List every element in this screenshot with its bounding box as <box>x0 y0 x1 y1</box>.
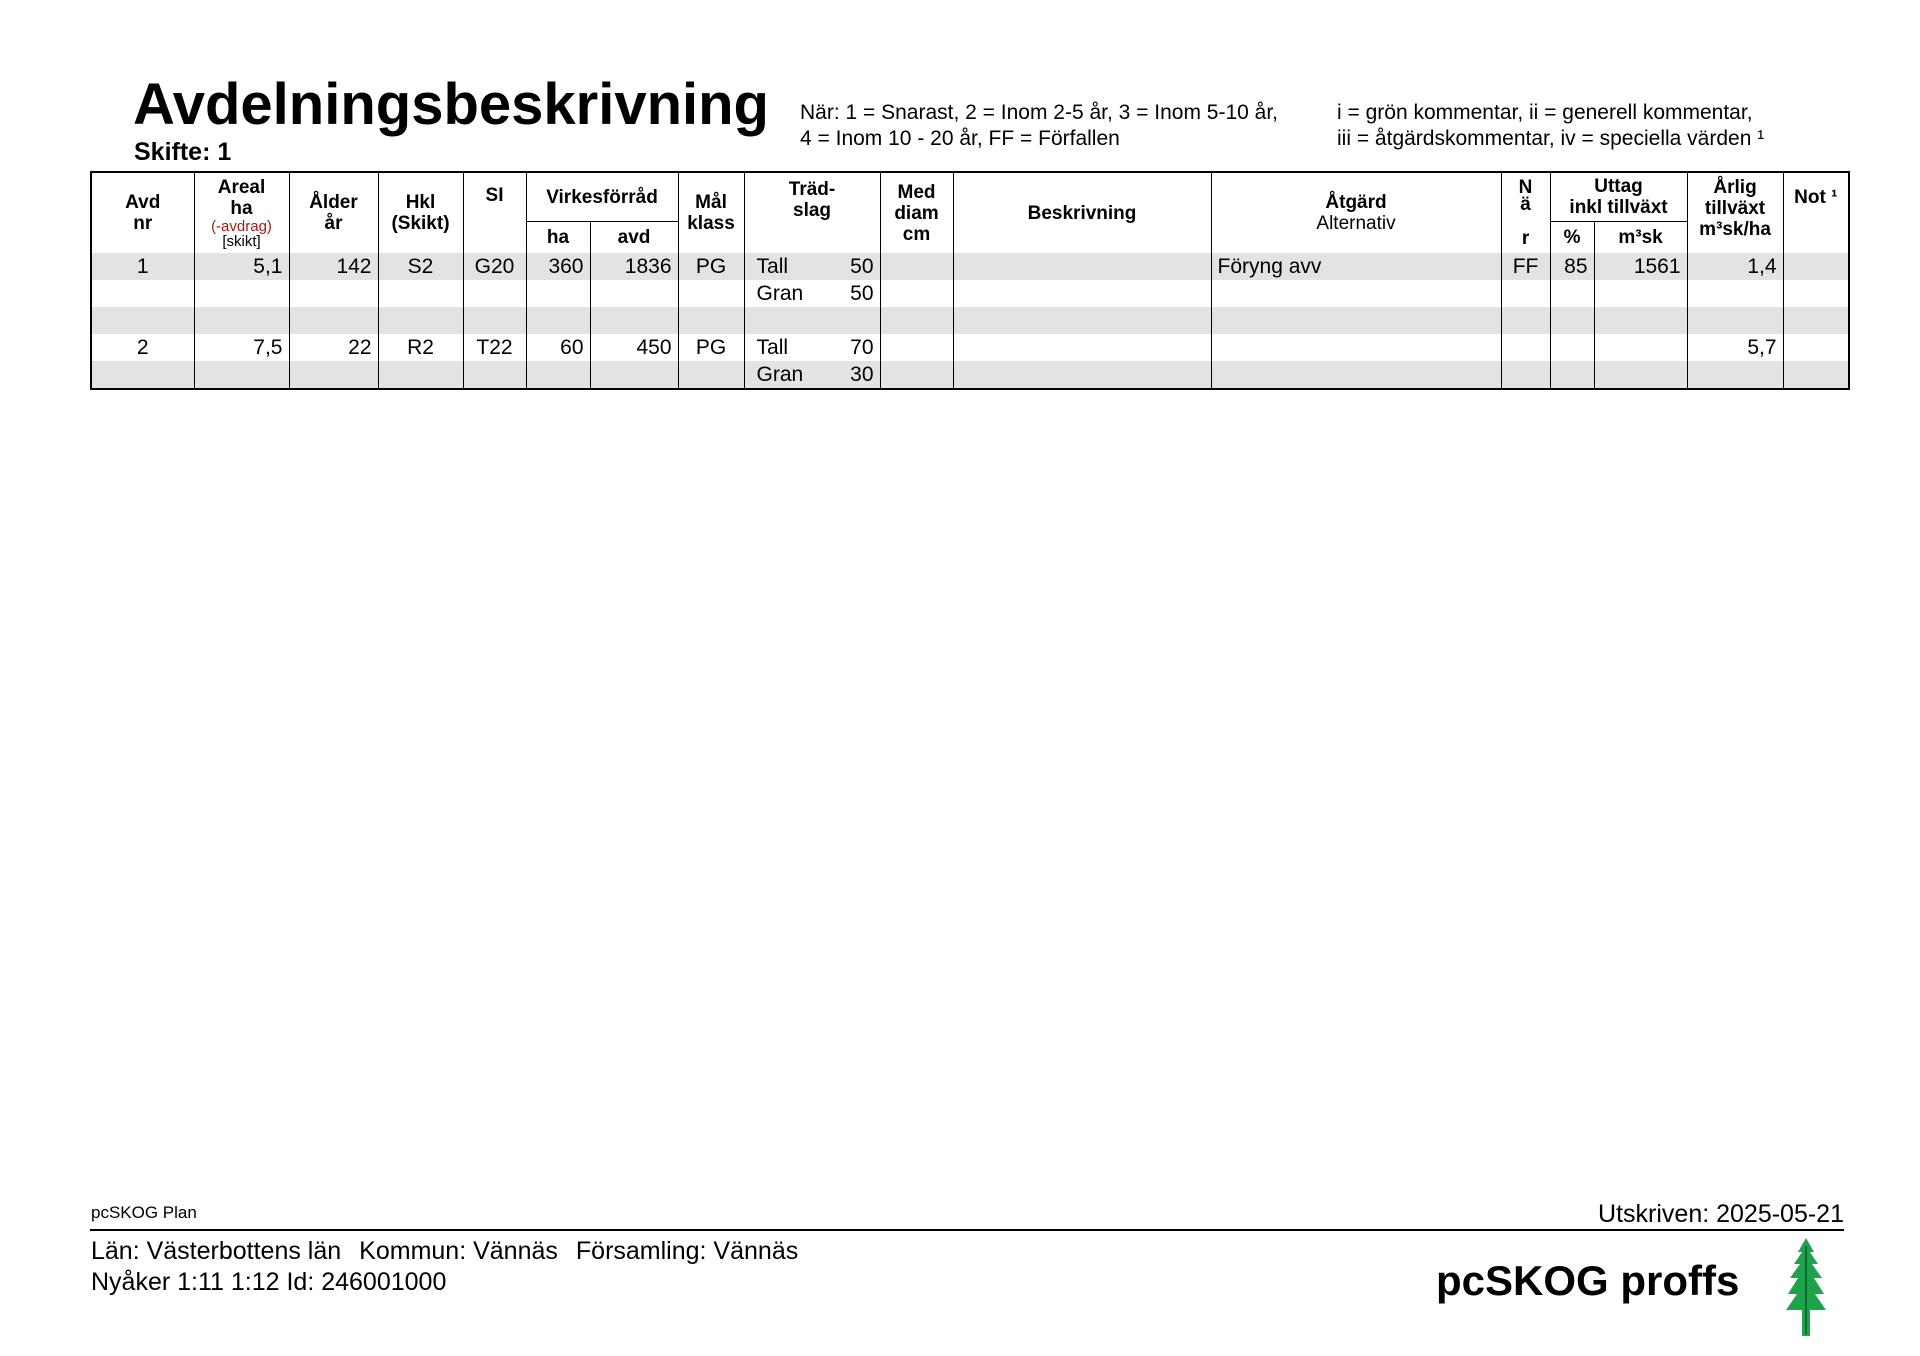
cell-uttag-m3sk <box>1594 307 1687 334</box>
cell-hkl: R2 <box>378 334 463 361</box>
stand-table <box>90 171 1850 390</box>
brand-name: pcSKOG proffs <box>1436 1257 1740 1304</box>
footer-forsamling: Församling: Vännäs <box>575 1237 799 1265</box>
cell-nar <box>1501 334 1550 361</box>
cell-avd: 1 <box>91 253 194 280</box>
cell-atgard <box>1211 280 1501 307</box>
cell-tradslag <box>744 253 880 280</box>
species-name: Gran <box>756 282 804 305</box>
footer-lan: Län: Västerbottens län <box>91 1237 342 1265</box>
cell-tradslag <box>744 307 880 334</box>
cell-virk-avd: 1836 <box>590 253 678 280</box>
cell-virk-ha: 360 <box>526 253 590 280</box>
cell-si <box>463 280 526 307</box>
species-pct: 30 <box>850 363 874 386</box>
footer-location <box>91 1236 816 1298</box>
cell-beskrivning <box>953 280 1211 307</box>
col-not: Not ¹ <box>1783 172 1849 253</box>
col-virk-ha: ha <box>526 222 590 254</box>
col-hkl: Hkl (Skikt) <box>378 172 463 253</box>
col-arlig-tillvaxt: Årlig tillväxt m³sk/ha <box>1687 172 1783 253</box>
cell-beskrivning <box>953 307 1211 334</box>
cell-atgard: Föryng avv <box>1211 253 1501 280</box>
col-alder: Ålder år <box>289 172 378 253</box>
col-nar: N ä r <box>1501 172 1550 253</box>
cell-virk-avd: 450 <box>590 334 678 361</box>
col-med-diam: Med diam cm <box>880 172 953 253</box>
cell-arlig-tillvaxt: 5,7 <box>1687 334 1783 361</box>
cell-uttag-m3sk <box>1594 280 1687 307</box>
cell-alder <box>289 307 378 334</box>
cell-nar <box>1501 361 1550 389</box>
cell-virk-ha <box>526 361 590 389</box>
cell-beskrivning <box>953 361 1211 389</box>
table-row <box>91 361 1849 389</box>
cell-med-diam <box>880 280 953 307</box>
cell-alder <box>289 280 378 307</box>
legend-comment-line1: i = grön kommentar, ii = generell kommentar, <box>1337 101 1753 124</box>
cell-nar <box>1501 307 1550 334</box>
cell-areal <box>194 307 289 334</box>
cell-avd <box>91 280 194 307</box>
cell-arlig-tillvaxt <box>1687 280 1783 307</box>
footer-app-name: pcSKOG Plan <box>91 1203 197 1222</box>
cell-si: G20 <box>463 253 526 280</box>
cell-virk-ha <box>526 280 590 307</box>
cell-areal <box>194 361 289 389</box>
species-name: Tall <box>756 336 789 359</box>
cell-avd <box>91 307 194 334</box>
areal-note-skikt: [skikt] <box>222 233 261 250</box>
cell-hkl <box>378 307 463 334</box>
cell-virk-avd <box>590 280 678 307</box>
cell-nar: FF <box>1501 253 1550 280</box>
col-tradslag: Träd- slag <box>744 172 880 253</box>
col-avd: Avd nr <box>91 172 194 253</box>
col-malklass: Mål klass <box>678 172 744 253</box>
footer-kommun: Kommun: Vännäs <box>359 1237 558 1265</box>
legend-comment-line2: iii = åtgärdskommentar, iv = speciella värden ¹ <box>1337 127 1765 150</box>
legend-when-line2: 4 = Inom 10 - 20 år, FF = Förfallen <box>800 127 1120 150</box>
cell-malklass: PG <box>678 334 744 361</box>
cell-med-diam <box>880 307 953 334</box>
cell-hkl <box>378 280 463 307</box>
cell-med-diam <box>880 253 953 280</box>
cell-virk-avd <box>590 361 678 389</box>
cell-alder: 142 <box>289 253 378 280</box>
cell-tradslag <box>744 334 880 361</box>
col-virkesforrad: Virkesförråd <box>526 172 678 222</box>
cell-virk-ha: 60 <box>526 334 590 361</box>
cell-atgard <box>1211 334 1501 361</box>
cell-alder <box>289 361 378 389</box>
col-areal: Areal ha (-avdrag) [skikt] <box>194 172 289 253</box>
cell-uttag-pct <box>1550 361 1594 389</box>
cell-not <box>1783 280 1849 307</box>
cell-si <box>463 361 526 389</box>
cell-uttag-pct: 85 <box>1550 253 1594 280</box>
cell-si <box>463 307 526 334</box>
cell-beskrivning <box>953 253 1211 280</box>
table-row <box>91 334 1849 361</box>
cell-malklass <box>678 361 744 389</box>
cell-hkl: S2 <box>378 253 463 280</box>
page-title: Avdelningsbeskrivning <box>133 72 769 137</box>
tree-logo-icon <box>1784 1238 1828 1338</box>
legend-when-line1: När: 1 = Snarast, 2 = Inom 2-5 år, 3 = Inom 5-10 år, <box>800 101 1279 124</box>
cell-malklass: PG <box>678 253 744 280</box>
species-pct: 50 <box>850 282 874 305</box>
cell-avd: 2 <box>91 334 194 361</box>
cell-atgard <box>1211 361 1501 389</box>
cell-med-diam <box>880 361 953 389</box>
species-name: Gran <box>756 363 804 386</box>
col-uttag-m3sk: m³sk <box>1594 222 1687 254</box>
cell-areal: 7,5 <box>194 334 289 361</box>
table-row <box>91 280 1849 307</box>
species-pct: 50 <box>850 255 874 278</box>
cell-atgard <box>1211 307 1501 334</box>
cell-alder: 22 <box>289 334 378 361</box>
species-name: Tall <box>756 255 789 278</box>
cell-uttag-m3sk <box>1594 334 1687 361</box>
footer-printed-date: Utskriven: 2025-05-21 <box>1598 1200 1844 1228</box>
cell-arlig-tillvaxt: 1,4 <box>1687 253 1783 280</box>
cell-uttag-pct <box>1550 334 1594 361</box>
species-pct: 70 <box>850 336 874 359</box>
cell-virk-ha <box>526 307 590 334</box>
cell-med-diam <box>880 334 953 361</box>
col-uttag-pct: % <box>1550 222 1594 254</box>
cell-not <box>1783 253 1849 280</box>
cell-malklass <box>678 307 744 334</box>
table-row <box>91 307 1849 334</box>
cell-areal <box>194 280 289 307</box>
col-atgard: Åtgärd Alternativ <box>1211 172 1501 253</box>
cell-arlig-tillvaxt <box>1687 307 1783 334</box>
cell-nar <box>1501 280 1550 307</box>
cell-beskrivning <box>953 334 1211 361</box>
cell-arlig-tillvaxt <box>1687 361 1783 389</box>
cell-hkl <box>378 361 463 389</box>
areal-note-avdrag: (-avdrag) <box>211 218 272 235</box>
cell-tradslag <box>744 361 880 389</box>
cell-uttag-m3sk: 1561 <box>1594 253 1687 280</box>
cell-si: T22 <box>463 334 526 361</box>
cell-not <box>1783 361 1849 389</box>
cell-tradslag <box>744 280 880 307</box>
cell-uttag-m3sk <box>1594 361 1687 389</box>
footer-property: Nyåker 1:11 1:12 Id: 246001000 <box>91 1268 447 1296</box>
cell-uttag-pct <box>1550 280 1594 307</box>
page-subtitle: Skifte: 1 <box>134 138 232 166</box>
cell-not <box>1783 307 1849 334</box>
footer-divider <box>90 1229 1844 1231</box>
cell-areal: 5,1 <box>194 253 289 280</box>
cell-avd <box>91 361 194 389</box>
col-beskrivning: Beskrivning <box>953 172 1211 253</box>
cell-virk-avd <box>590 307 678 334</box>
cell-uttag-pct <box>1550 307 1594 334</box>
col-virk-avd: avd <box>590 222 678 254</box>
col-si: SI <box>463 172 526 253</box>
table-row <box>91 253 1849 280</box>
col-uttag: Uttag inkl tillväxt <box>1550 172 1687 222</box>
cell-malklass <box>678 280 744 307</box>
cell-not <box>1783 334 1849 361</box>
